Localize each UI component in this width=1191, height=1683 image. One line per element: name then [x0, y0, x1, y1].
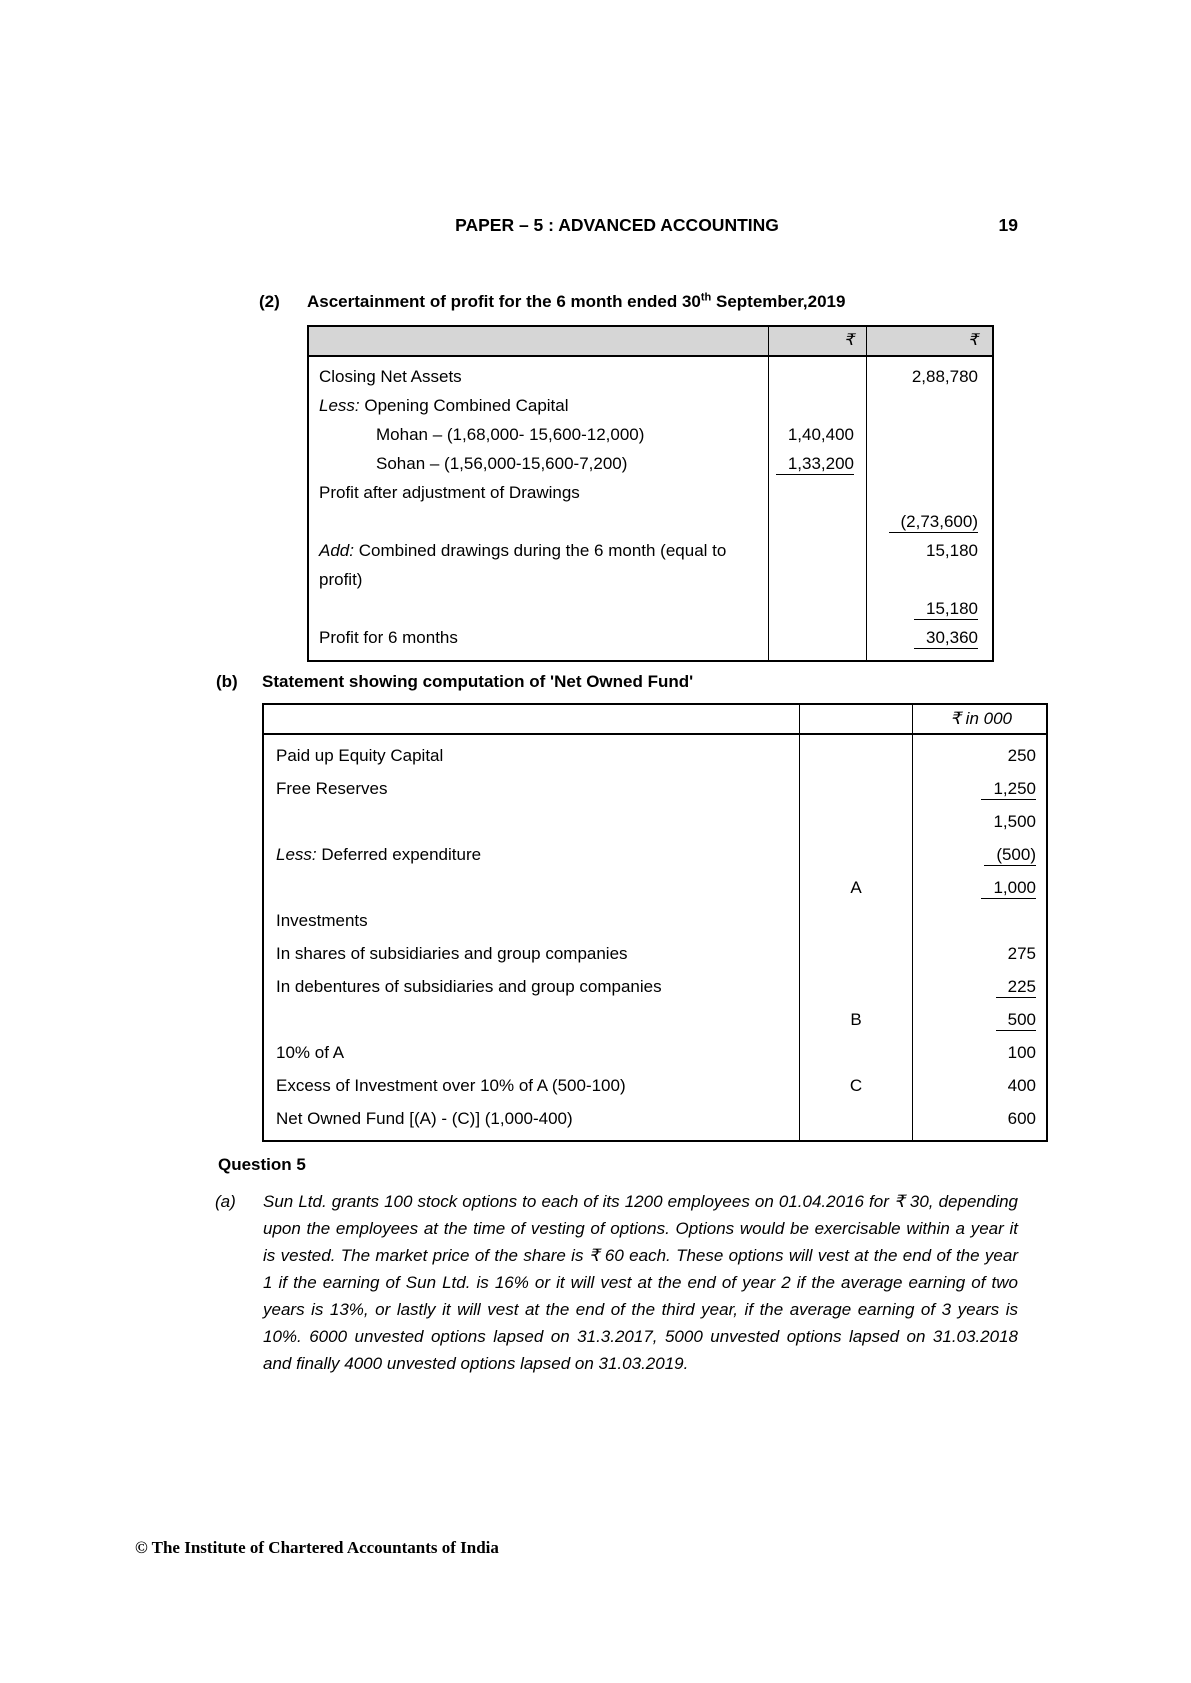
row-desc: Profit after adjustment of Drawings [319, 483, 580, 502]
table-row [309, 536, 992, 594]
section-2-label: (2) [259, 292, 280, 311]
row-prefix: Add: [319, 541, 354, 560]
section-b-heading [216, 672, 693, 692]
table-row [264, 937, 1046, 970]
table-row [309, 391, 992, 420]
copyright-footer: © The Institute of Chartered Accountants of India [135, 1538, 499, 1557]
amount: 600 [1007, 1109, 1036, 1128]
rupee-symbol-col1: ₹ [769, 327, 867, 355]
amount: 2,88,780 [911, 367, 978, 386]
row-desc: Mohan – (1,68,000- 15,600-12,000) [376, 425, 645, 444]
amount: 250 [1007, 746, 1036, 765]
table-row [264, 838, 1046, 871]
row-desc: Investments [276, 911, 368, 930]
row-desc: Opening Combined Capital [364, 396, 569, 415]
question-5-part-a [215, 1188, 1018, 1377]
amount: 400 [1007, 1076, 1036, 1095]
row-desc: In shares of subsidiaries and group companies [276, 944, 628, 963]
row-desc: Paid up Equity Capital [276, 746, 444, 765]
table-row [309, 449, 992, 478]
page-number: 19 [998, 215, 1018, 235]
profit-ascertainment-table [307, 325, 994, 662]
header-desc-cell [264, 705, 800, 733]
amount: 100 [1007, 1043, 1036, 1062]
part-a-text: Sun Ltd. grants 100 stock options to each of its 1200 employees on 01.04.2016 for ₹ 30, depending upon the employees at the time of vesting of options. Options would be exercisable within a year it is vested. The market price of the share is ₹ 60 each. These options will vest at the end of the year 1 if the earning of Sun Ltd. is 16% or it will vest at the end of year 2 if the average earning of two years is 13%, or lastly it will vest at the end of the third year, if the average earning of 3 years is 10%. 6000 unvested options lapsed on 31.3.2017, 5000 unvested options lapsed on 31.03.2018 and finally 4000 unvested options lapsed on 31.03.2019. [263, 1192, 1018, 1373]
table-row [309, 594, 992, 623]
page-header [216, 215, 1018, 236]
amount-underlined: 500 [996, 1009, 1036, 1031]
section-2-title-tail: September,2019 [711, 292, 846, 311]
row-desc: Combined drawings during the 6 month (equal to profit) [319, 541, 727, 589]
amount-underlined: (500) [984, 844, 1036, 866]
section-2-title [307, 292, 845, 312]
amount: 1,40,400 [787, 425, 854, 444]
row-prefix: Less: [276, 845, 317, 864]
row-desc: Profit for 6 months [319, 628, 458, 647]
question-5-heading: Question 5 [218, 1155, 306, 1174]
amount-underlined: 1,000 [981, 877, 1036, 899]
amount-underlined: 30,360 [914, 627, 978, 649]
rupee-symbol-col2: ₹ [967, 332, 978, 349]
amount-underlined: 1,33,200 [776, 453, 854, 475]
page-title: PAPER – 5 : ADVANCED ACCOUNTING [455, 215, 779, 235]
amount-underlined: 225 [996, 976, 1036, 998]
row-desc: Sohan – (1,56,000-15,600-7,200) [376, 454, 628, 473]
table-row [264, 970, 1046, 1003]
ref-letter: C [849, 1076, 863, 1095]
ref-letter: B [850, 1010, 862, 1029]
table-row [264, 871, 1046, 904]
table-row [309, 507, 992, 536]
table-header-row [264, 705, 1046, 735]
amount: 15,180 [926, 541, 978, 560]
header-ref-cell [800, 705, 913, 733]
header-desc-cell [309, 327, 769, 355]
table-row [264, 772, 1046, 805]
row-desc: Excess of Investment over 10% of A (500-100) [276, 1076, 626, 1095]
table-row [309, 623, 992, 660]
row-desc: Net Owned Fund [(A) - (C)] (1,000-400) [276, 1109, 573, 1128]
section-2-title-main: Ascertainment of profit for the 6 month ended 30 [307, 292, 701, 311]
table-row [264, 805, 1046, 838]
table-row [264, 1102, 1046, 1140]
table-row [264, 1003, 1046, 1036]
row-desc: Free Reserves [276, 779, 388, 798]
amount-underlined: 15,180 [914, 598, 978, 620]
table-row [264, 1069, 1046, 1102]
table-row [264, 735, 1046, 772]
table-body [309, 357, 992, 660]
ref-letter: A [850, 878, 862, 897]
amount-underlined: (2,73,600) [889, 511, 979, 533]
section-b-label: (b) [216, 672, 238, 691]
amount: 275 [1007, 944, 1036, 963]
amount: 1,500 [993, 812, 1036, 831]
rupee-in-000-header: ₹ in 000 [950, 709, 1012, 728]
section-2-heading [259, 292, 845, 312]
row-desc: 10% of A [276, 1043, 345, 1062]
table-header-row [309, 327, 992, 357]
table-body [264, 735, 1046, 1140]
row-desc: Closing Net Assets [319, 367, 462, 386]
amount-underlined: 1,250 [981, 778, 1036, 800]
table-row [309, 420, 992, 449]
table-row [264, 1036, 1046, 1069]
part-a-label: (a) [215, 1192, 236, 1211]
table-row [309, 357, 992, 391]
table-row [309, 478, 992, 507]
section-2-title-superscript: th [700, 291, 712, 304]
net-owned-fund-table [262, 703, 1048, 1142]
row-desc: In debentures of subsidiaries and group companies [276, 977, 662, 996]
table-row [264, 904, 1046, 937]
row-prefix: Less: [319, 396, 360, 415]
row-desc: Deferred expenditure [321, 845, 482, 864]
section-b-title: Statement showing computation of 'Net Owned Fund' [262, 672, 694, 691]
